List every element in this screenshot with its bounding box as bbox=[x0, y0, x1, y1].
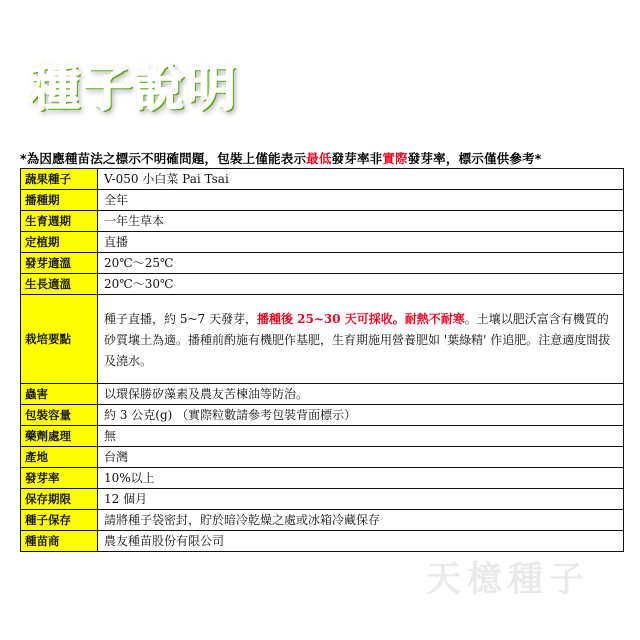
table-row bbox=[21, 253, 624, 274]
table-row bbox=[21, 274, 624, 295]
row-value: 台灣 bbox=[98, 447, 624, 468]
table-row-cultivation bbox=[21, 295, 624, 384]
table-row bbox=[21, 232, 624, 253]
cultivation-highlight: 播種後 25~30 天可採收。耐熱不耐寒 bbox=[256, 311, 465, 326]
notice-highlight-actual: 實際 bbox=[382, 151, 408, 166]
row-value: 12 個月 bbox=[98, 489, 624, 510]
notice-suffix: 發芽率，標示僅供參考* bbox=[407, 151, 542, 166]
table-row bbox=[21, 468, 624, 489]
table-row bbox=[21, 211, 624, 232]
row-label: 蔬果種子 bbox=[21, 169, 98, 190]
row-label: 發芽適溫 bbox=[21, 253, 98, 274]
table-row bbox=[21, 531, 624, 552]
row-value: 以環保勝矽藻素及農友苦楝油等防治。 bbox=[98, 384, 624, 405]
seed-spec-table bbox=[20, 168, 624, 552]
row-value: 10%以上 bbox=[98, 468, 624, 489]
row-value: 全年 bbox=[98, 190, 624, 211]
table-row bbox=[21, 190, 624, 211]
notice-highlight-lowest: 最低 bbox=[306, 151, 332, 166]
row-label: 保存期限 bbox=[21, 489, 98, 510]
page-title: 種子說明 bbox=[30, 59, 238, 117]
watermark: 天檍種子 bbox=[426, 560, 591, 600]
row-value: 農友種苗股份有限公司 bbox=[98, 531, 624, 552]
cultivation-part1: 種子直播，約 5~7 天發芽， bbox=[104, 311, 257, 326]
table-row bbox=[21, 384, 624, 405]
cultivation-part2: 。土壤以肥沃富含有機質的砂質壤土為適。播種前酌施有機肥作基肥，生育期施用營養肥如 '葉綠精' 作追肥。注意適度間拔及澆水。 bbox=[104, 311, 611, 368]
table-row bbox=[21, 510, 624, 531]
row-value: 無 bbox=[98, 426, 624, 447]
row-label: 包裝容量 bbox=[21, 405, 98, 426]
row-label: 定植期 bbox=[21, 232, 98, 253]
row-label: 種子保存 bbox=[21, 510, 98, 531]
row-value: 一年生草本 bbox=[98, 211, 624, 232]
notice-mid: 發芽率非 bbox=[331, 151, 383, 166]
notice-prefix: *為因應種苗法之標示不明確問題，包裝上僅能表示 bbox=[20, 151, 307, 166]
cultivation-text bbox=[98, 295, 624, 384]
row-label: 栽培要點 bbox=[21, 295, 98, 384]
row-value: 20℃～30℃ bbox=[98, 274, 624, 295]
row-value: 直播 bbox=[98, 232, 624, 253]
row-value: V-050 小白菜 Pai Tsai bbox=[98, 169, 624, 190]
table-row bbox=[21, 169, 624, 190]
row-value: 請將種子袋密封，貯於暗冷乾燥之處或冰箱冷藏保存 bbox=[98, 510, 624, 531]
table-row bbox=[21, 489, 624, 510]
row-label: 生長適溫 bbox=[21, 274, 98, 295]
table-row bbox=[21, 447, 624, 468]
table-row bbox=[21, 405, 624, 426]
row-label: 蟲害 bbox=[21, 384, 98, 405]
row-label: 生育週期 bbox=[21, 211, 98, 232]
row-label: 藥劑處理 bbox=[21, 426, 98, 447]
row-value: 約 3 公克(g) （實際粒數請參考包裝背面標示） bbox=[98, 405, 624, 426]
row-value: 20℃～25℃ bbox=[98, 253, 624, 274]
row-label: 播種期 bbox=[21, 190, 98, 211]
row-label: 發芽率 bbox=[21, 468, 98, 489]
row-label: 產地 bbox=[21, 447, 98, 468]
table-row bbox=[21, 426, 624, 447]
germination-notice bbox=[20, 149, 624, 167]
row-label: 種苗商 bbox=[21, 531, 98, 552]
